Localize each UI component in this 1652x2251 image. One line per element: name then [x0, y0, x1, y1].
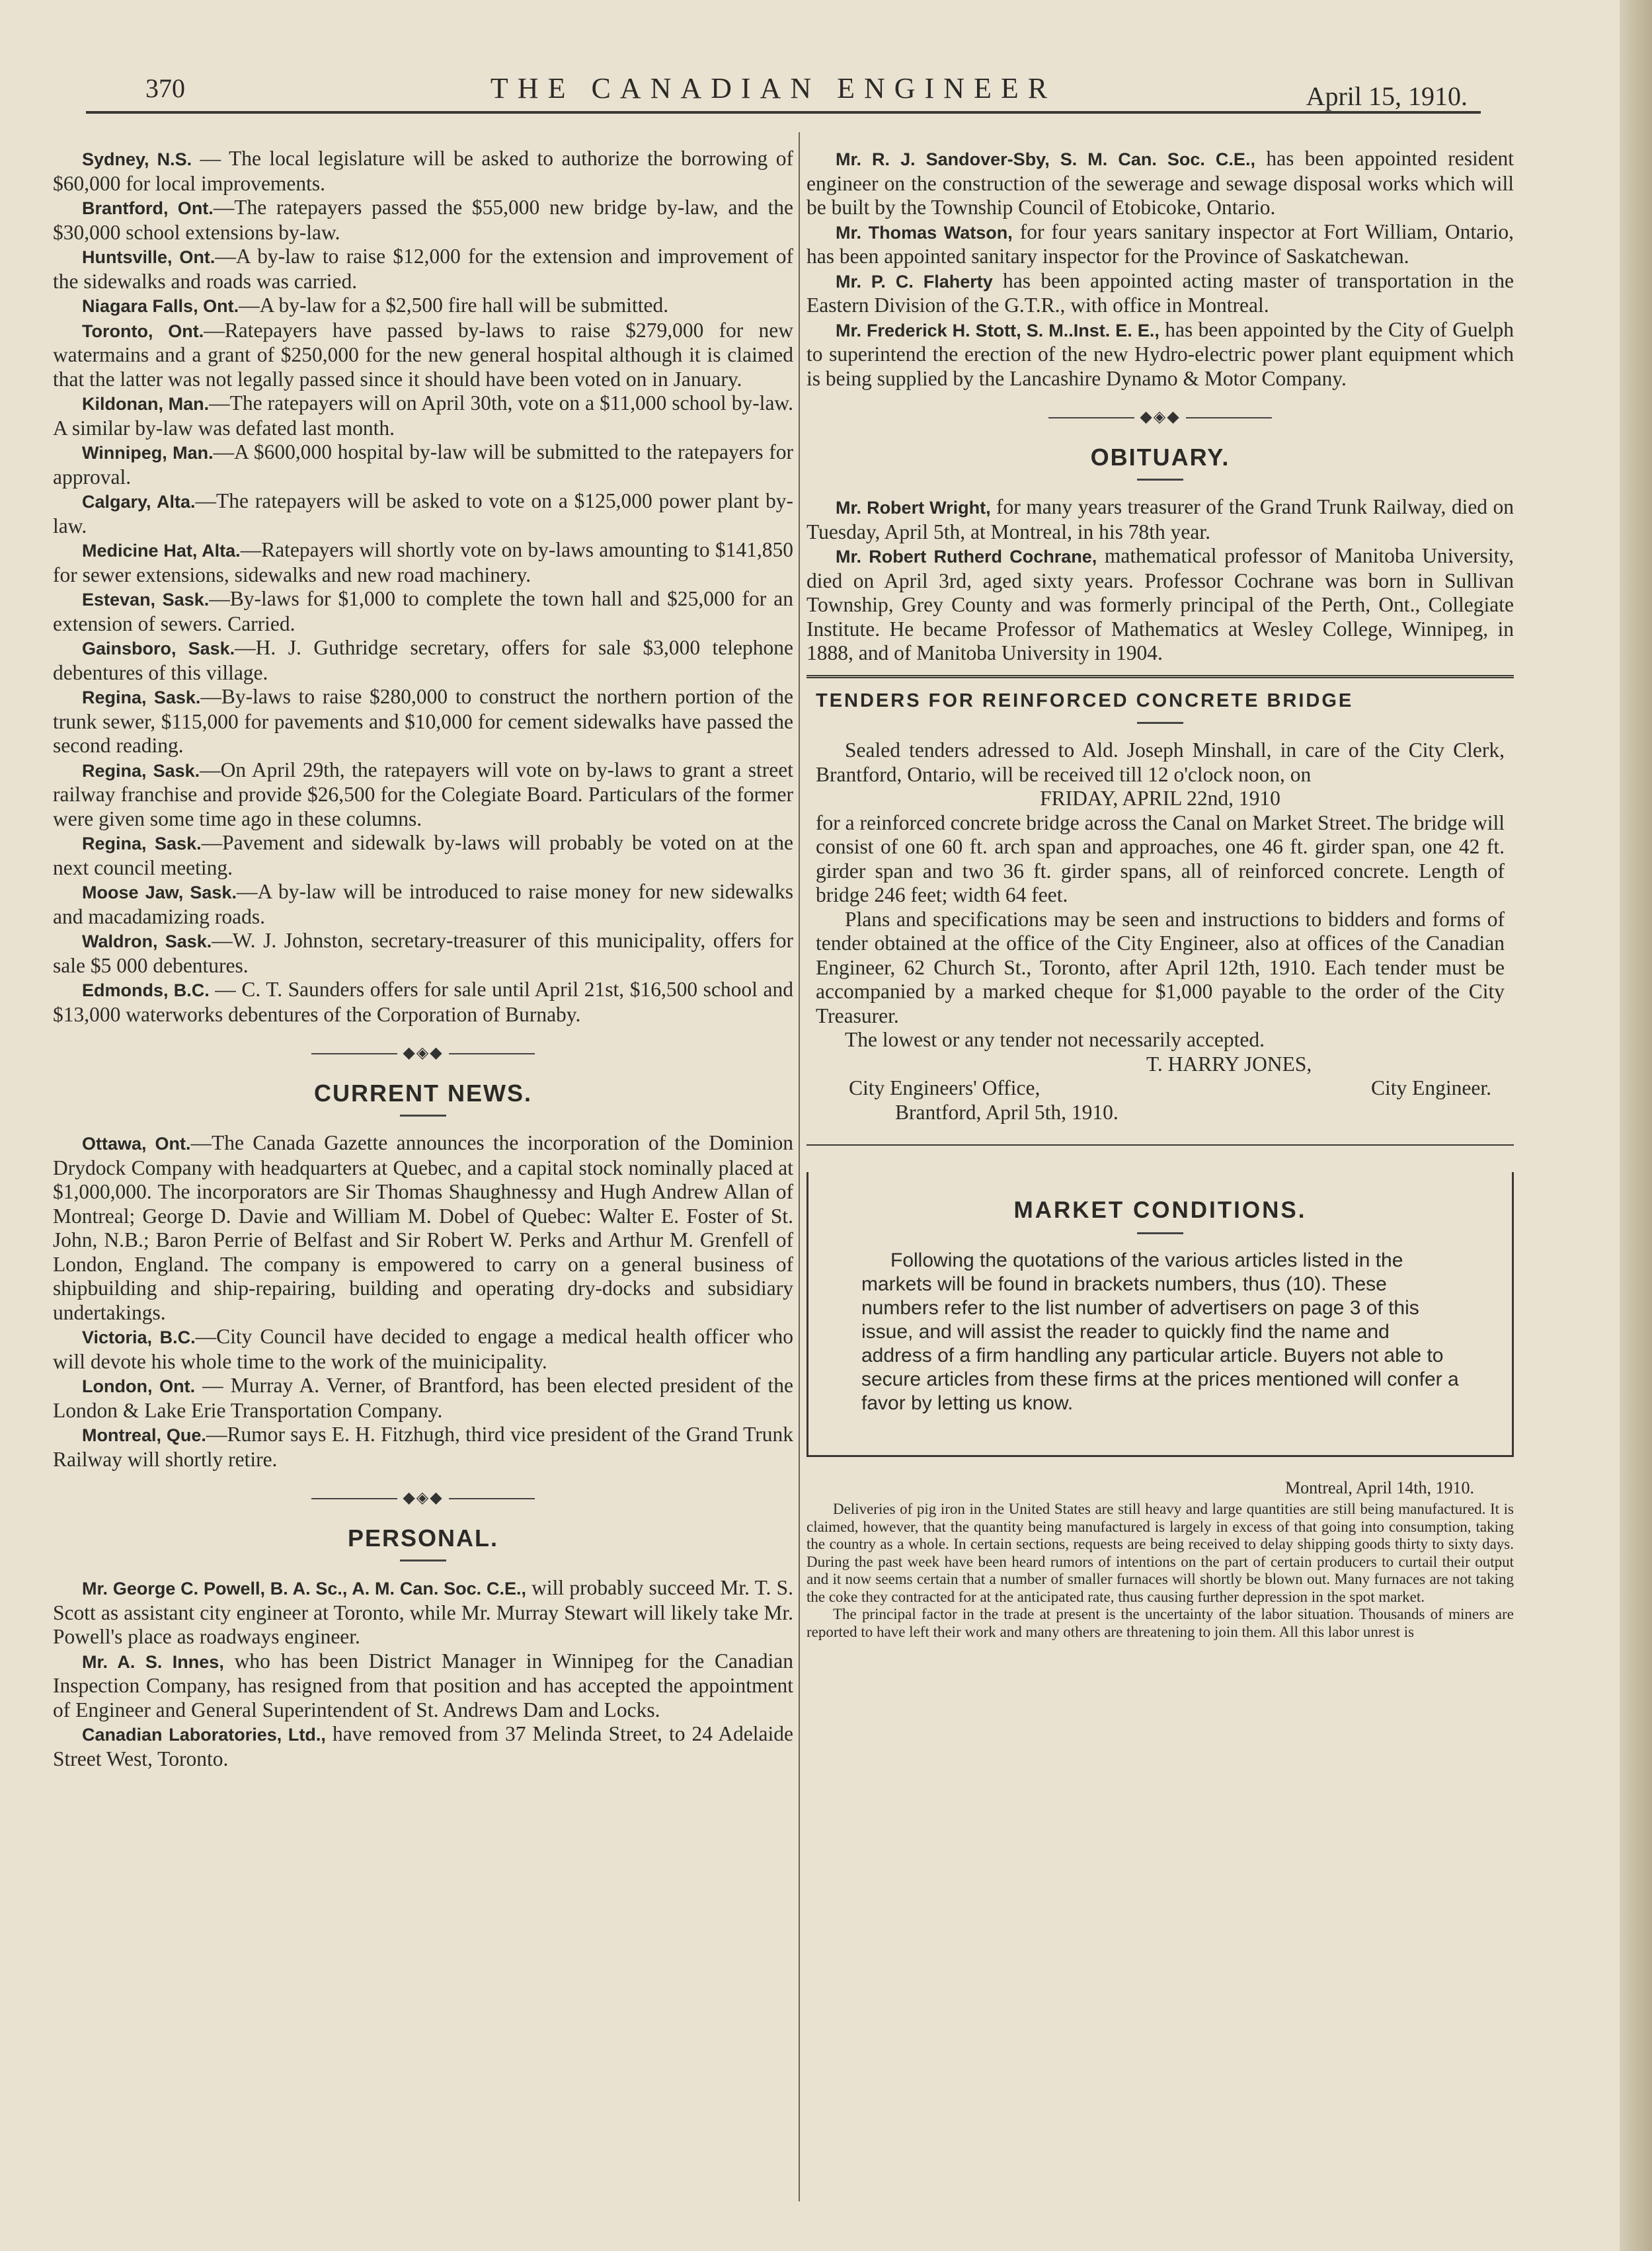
tender-paragraph: Sealed tenders adressed to Ald. Joseph Minshall, in care of the City Clerk, Brantford, Ontario, will be received till 12 o'clock noon, on [816, 738, 1505, 786]
personal-item: Mr. R. J. Sandover-Sby, S. M. Can. Soc. C.E., has been appointed resident engineer on the construction of the sewerage and sewage disposal works which will be built by the Township Council of Etobicoke, Ontario. [806, 147, 1514, 219]
heading-rule [1137, 722, 1183, 724]
news-item: Regina, Sask.—Pavement and sidewalk by-laws will probably be voted on at the next council meeting. [53, 831, 793, 879]
news-item: Moose Jaw, Sask.—A by-law will be introduced to raise money for new sidewalks and macadamizing roads. [53, 880, 793, 928]
personal-item: Mr. George C. Powell, B. A. Sc., A. M. Can. Soc. C.E., will probably succeed Mr. T. S. Scott as assistant city engineer at Toronto, while Mr. Murray Stewart will likely take Mr. Powell's place as roadways engineer. [53, 1576, 793, 1648]
tender-paragraph: The lowest or any tender not necessarily accepted. [845, 1028, 1265, 1051]
news-item: Regina, Sask.—By-laws to raise $280,000 to construct the northern portion of the trunk sewer, $115,000 for pavements and $10,000 for cement sidewalks have passed the second reading. [53, 685, 793, 757]
tender-office-line [816, 1076, 1505, 1101]
obituary-item: Mr. Robert Wright, for many years treasurer of the Grand Trunk Railway, died on Tuesday, April 5th, at Montreal, in his 78th year. [806, 495, 1514, 543]
personal-item: Canadian Laboratories, Ltd., have removed from 37 Melinda Street, to 24 Adelaide Street West, Toronto. [53, 1722, 793, 1770]
heading-rule [1137, 1232, 1183, 1234]
column-separator [799, 132, 800, 2201]
news-item: Huntsville, Ont.—A by-law to raise $12,000 for the extension and improvement of the sidewalks and roads was carried. [53, 245, 794, 293]
tender-title: TENDERS FOR REINFORCED CONCRETE BRIDGE [816, 690, 1354, 711]
tender-role: City Engineer. [1371, 1076, 1491, 1099]
section-ornament: ◆◈◆ [53, 1486, 793, 1511]
news-item: Sydney, N.S. — The local legislature will be asked to authorize the borrowing of $60,000 for local improvements. [53, 147, 793, 195]
personal-item: Mr. P. C. Flaherty has been appointed acting master of transportation in the Eastern Division of the G.T.R., with office in Montreal. [806, 268, 1514, 317]
heading-rule [400, 1115, 446, 1117]
market-intro: Following the quotations of the various articles listed in the markets will be found in brackets numbers, thus (10). These numbers refer to the list number of advertisers on page 3 of this issue, and will assist the reader to quickly find the name and address of a firm handling any particular article. Buyers not able to secure articles from these firms at the prices mentioned will confer a favor by letting us know. [861, 1249, 1459, 1414]
market-dateline: Montreal, April 14th, 1910. [1285, 1478, 1474, 1497]
personal-list-right [806, 147, 1514, 391]
tender-paragraph: for a reinforced concrete bridge across the Canal on Market Street. The bridge will consist of one 60 ft. arch span and approaches, one 46 ft. girder span, one 42 ft. girder span and two 36 ft. girder spans, all of reinforced concrete. Length of bridge 246 feet; width 64 feet. [816, 810, 1505, 906]
tender-signature: T. HARRY JONES, [1146, 1052, 1312, 1076]
market-paragraph: The principal factor in the trade at present is the uncertainty of the labor situation. Thousands of miners are reported to have left their work and many others are threatening to join them. All this labor unrest is [806, 1606, 1514, 1640]
tender-place-date: Brantford, April 5th, 1910. [895, 1100, 1119, 1124]
market-conditions-box [806, 1172, 1514, 1457]
market-paragraph: Deliveries of pig iron in the United States are still heavy and large quantities are still being manufactured. It is claimed, however, that the quantity being manufactured is largely in excess of that going into consumption, taking the country as a whole. In certain sections, requests are being received to delay shipping goods thirty to sixty days. During the past week have been heard rumors of intentions on the part of certain producers to curtail their output and it now seems certain that a number of smaller furnaces will shortly be blown out. Many furnaces are not taking the coke they contracted for at the anticipated rate, thus causing further depression in the spot market. [806, 1501, 1514, 1605]
tender-date-line: FRIDAY, APRIL 22nd, 1910 [1040, 787, 1280, 810]
page-number: 370 [145, 73, 185, 103]
section-ornament: ◆◈◆ [806, 405, 1514, 430]
news-item: Victoria, B.C.—City Council have decided to engage a medical health officer who will devote his whole time to the work of the muinicipality. [53, 1325, 793, 1373]
current-news-list [53, 1131, 793, 1472]
personal-list-left [53, 1576, 793, 1771]
personal-item: Mr. Thomas Watson, for four years sanitary inspector at Fort William, Ontario, has been appointed sanitary inspector for the Province of Saskatchewan. [806, 219, 1514, 268]
page-header [66, 66, 1481, 126]
news-item: Estevan, Sask.—By-laws for $1,000 to complete the town hall and $25,000 for an extension of sewers. Carried. [53, 587, 793, 635]
obituary-heading: OBITUARY. [1090, 443, 1230, 471]
news-item: Regina, Sask.—On April 29th, the ratepayers will vote on by-laws to grant a street railway franchise and provide $26,500 for the Colegiate Board. Particulars of the former were given some time ago in these columns. [53, 758, 793, 830]
news-item: Montreal, Que.—Rumor says E. H. Fitzhugh, third vice president of the Grand Trunk Railway will shortly retire. [53, 1423, 793, 1471]
current-news-heading: CURRENT NEWS. [314, 1079, 532, 1107]
page-edge [1620, 0, 1652, 2251]
section-ornament: ◆◈◆ [53, 1041, 793, 1066]
right-column [806, 147, 1514, 1641]
heading-rule [400, 1560, 446, 1561]
news-item: Gainsboro, Sask.—H. J. Guthridge secretary, offers for sale $3,000 telephone debentures of this village. [53, 636, 794, 684]
personal-heading: PERSONAL. [347, 1524, 499, 1552]
issue-date: April 15, 1910. [1306, 81, 1468, 111]
market-report [806, 1480, 1514, 1641]
news-item: Brantford, Ont.—The ratepayers passed the $55,000 new bridge by-law, and the $30,000 school extensions by-law. [53, 196, 793, 244]
obituary-list [806, 495, 1514, 666]
tender-office: City Engineers' Office, [849, 1076, 1041, 1099]
left-column [53, 147, 793, 1771]
news-item: Ottawa, Ont.—The Canada Gazette announces the incorporation of the Dominion Drydock Company with headquarters at Quebec, and a capital stock nominally placed at $1,000,000. The incorporators are Sir Thomas Shaughnessy and Hugh Andrew Allan of Montreal; George D. Davie and William M. Dobel of Quebec: Walter E. Foster of St. John, N.B.; Baron Perrie of Belfast and Sir Robert W. Perks and Arthur M. Grenfell of London, England. The company is empowered to carry on a general business of shipbuilding and ship-repairing, building and operating dry-docks and subsidiary undertakings. [53, 1131, 793, 1324]
heading-rule [1137, 479, 1183, 481]
news-item: Calgary, Alta.—The ratepayers will be asked to vote on a $125,000 power plant by-law. [53, 489, 793, 537]
tender-notice [806, 675, 1514, 1146]
news-item: Niagara Falls, Ont.—A by-law for a $2,500 fire hall will be submitted. [82, 294, 669, 317]
obituary-item: Mr. Robert Rutherd Cochrane, mathematical professor of Manitoba University, died on April 3rd, aged sixty years. Professor Cochrane was born in Sullivan Township, Grey County and was formerly principal of the Perth, Ont., Collegiate Institute. He became Professor of Mathematics at Wesley College, Winnipeg, in 1888, and of Manitoba University in 1904. [806, 544, 1514, 664]
news-item: London, Ont. — Murray A. Verner, of Brantford, has been elected president of the London & Lake Erie Transportation Company. [53, 1374, 793, 1422]
news-item: Winnipeg, Man.—A $600,000 hospital by-law will be submitted to the ratepayers for approval. [53, 440, 793, 489]
personal-item: Mr. Frederick H. Stott, S. M..Inst. E. E., has been appointed by the City of Guelph to superintend the erection of the new Hydro-electric power plant equipment which is being supplied by the Lancashire Dynamo & Motor Company. [806, 317, 1514, 390]
news-item: Toronto, Ont.—Ratepayers have passed by-laws to raise $279,000 for new watermains and a grant of $250,000 for the new general hospital although it is claimed that the latter was not legally passed since it should have been voted on in January. [53, 318, 793, 391]
tender-paragraph: Plans and specifications may be seen and instructions to bidders and forms of tender obtained at the office of the City Engineer, also at offices of the Canadian Engineer, 62 Church St., Toronto, after April 12th, 1910. Each tender must be accompanied by a marked cheque for $1,000 payable to the order of the City Treasurer. [816, 907, 1505, 1027]
news-item: Kildonan, Man.—The ratepayers will on April 30th, vote on a $11,000 school by-law. A similar by-law was defated last month. [53, 391, 793, 440]
bylaw-news-list [53, 147, 793, 1027]
personal-item: Mr. A. S. Innes, who has been District Manager in Winnipeg for the Canadian Inspection Company, has resigned from that position and has accepted the appointment of Engineer and General Superintendent of St. Andrews Dam and Locks. [53, 1649, 794, 1721]
news-item: Waldron, Sask.—W. J. Johnston, secretary-treasurer of this municipality, offers for sale $5 000 debentures. [53, 929, 793, 977]
news-item: Medicine Hat, Alta.—Ratepayers will shortly vote on by-laws amounting to $141,850 for sewer extensions, sidewalks and new road machinery. [53, 538, 794, 586]
news-item: Edmonds, B.C. — C. T. Saunders offers for sale until April 21st, $16,500 school and $13,000 waterworks debentures of the Corporation of Burnaby. [53, 978, 793, 1026]
market-title: MARKET CONDITIONS. [1013, 1197, 1307, 1223]
header-rule [86, 111, 1481, 114]
magazine-title: THE CANADIAN ENGINEER [490, 72, 1057, 104]
